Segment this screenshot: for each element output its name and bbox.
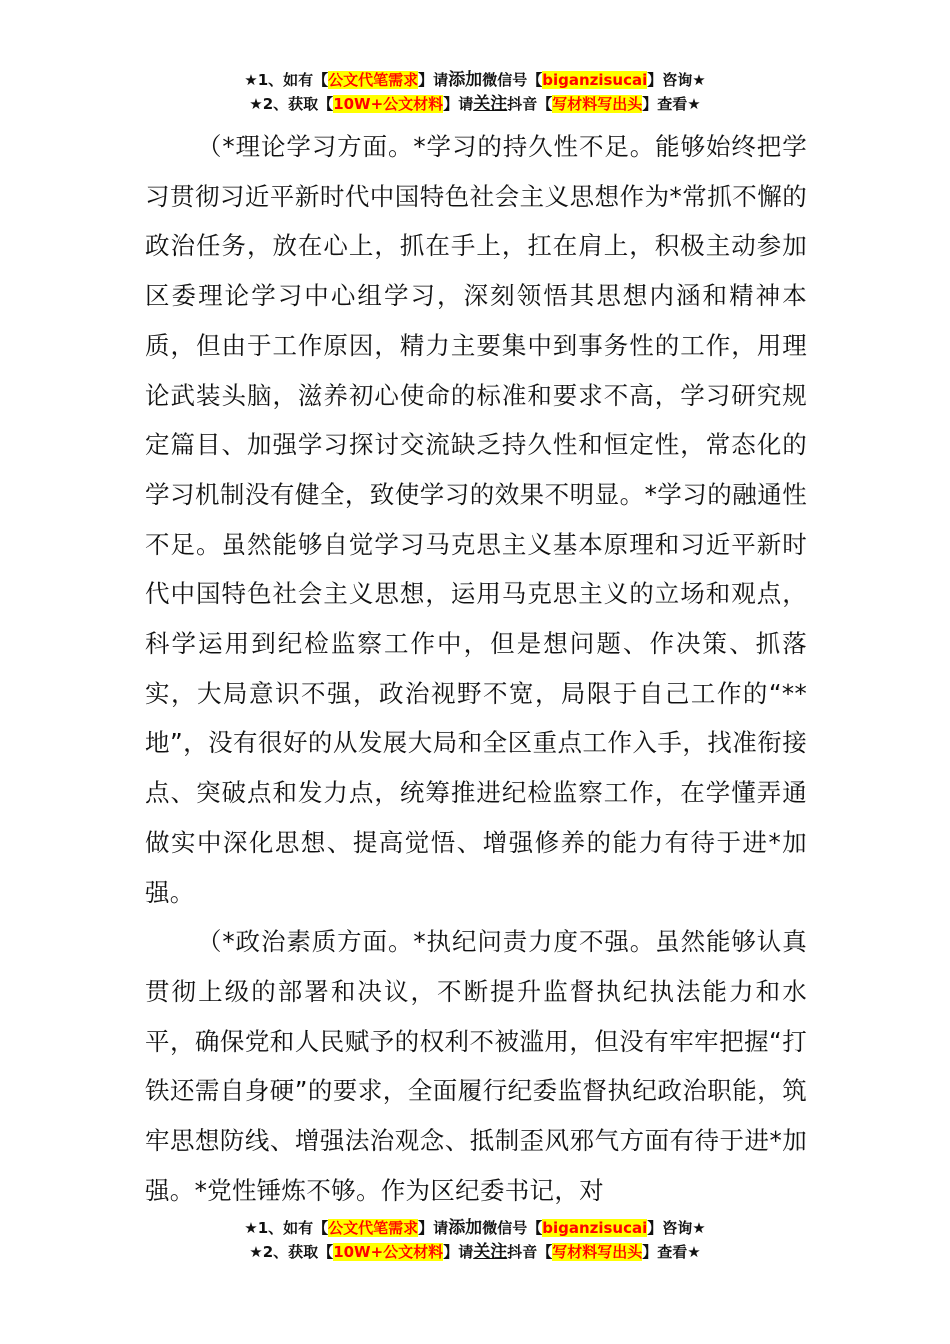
banner-text: 】请	[418, 71, 449, 89]
banner-text: 抖音【	[507, 95, 553, 113]
emphasis-text: 添加	[448, 1218, 483, 1238]
document-body	[145, 122, 807, 1215]
paragraph-theory-study: （*理论学习方面。*学习的持久性不足。能够始终把学习贯彻习近平新时代中国特色社会主义思想作为*常抓不懈的政治任务，放在心上，抓在手上，扛在肩上，积极主动参加区委理论学习中心组学习，深刻领悟其思想内涵和精神本质，但由于工作原因，精力主要集中到事务性的工作，用理论武装头脑，滋养初心使命的标准和要求不高，学习研究规定篇目、加强学习探讨交流缺乏持久性和恒定性，常态化的学习机制没有健全，致使学习的效果不明显。*学习的融通性不足。虽然能够自觉学习马克思主义基本原理和习近平新时代中国特色社会主义思想，运用马克思主义的立场和观点，科学运用到纪检监察工作中，但是想问题、作决策、抓落实，大局意识不强，政治视野不宽，局限于自己工作的“**地”，没有很好的从发展大局和全区重点工作入手，找准衔接点、突破点和发力点，统筹推进纪检监察工作，在学懂弄通做实中深化思想、提高觉悟、增强修养的能力有待于进*加强。	[145, 132, 807, 907]
highlight-text: 公文代笔需求	[328, 71, 419, 89]
banner-text: 】请	[443, 1243, 474, 1261]
emphasis-text: 关注	[473, 94, 508, 114]
highlight-text: 公文代笔需求	[328, 1219, 419, 1237]
wechat-id: biganzisucai	[542, 71, 648, 89]
banner-text: ★1、如有【	[244, 1219, 329, 1237]
emphasis-text: 关注	[473, 1242, 508, 1262]
paragraph-political-quality: （*政治素质方面。*执纪问责力度不强。虽然能够认真贯彻上级的部署和决议，不断提升监督执纪执法能力和水平，确保党和人民赋予的权利不被滥用，但没有牢牢把握“打铁还需自身硬”的要求，全面履行纪委监督执纪政治职能，筑牢思想防线、增强法治观念、抵制歪风邪气方面有待于进*加强。*党性锤炼不够。作为区纪委书记，对	[145, 927, 807, 1205]
banner-line-2	[0, 1240, 950, 1264]
top-banner	[0, 68, 950, 116]
banner-text: 微信号【	[482, 1219, 543, 1237]
banner-text: 】请	[418, 1219, 449, 1237]
banner-text: 】查看★	[642, 95, 701, 113]
wechat-id: biganzisucai	[542, 1219, 648, 1237]
banner-line-1	[0, 68, 950, 92]
douyin-account: 写材料写出头	[552, 95, 643, 113]
banner-text: 】咨询★	[647, 1219, 706, 1237]
highlight-text: 10W+公文材料	[333, 1243, 444, 1261]
banner-text: 】咨询★	[647, 71, 706, 89]
banner-text: 】请	[443, 95, 474, 113]
banner-text: 微信号【	[482, 71, 543, 89]
banner-text: 】查看★	[642, 1243, 701, 1261]
banner-text: ★2、获取【	[249, 95, 334, 113]
banner-text: 抖音【	[507, 1243, 553, 1261]
emphasis-text: 添加	[448, 70, 483, 90]
banner-line-2	[0, 92, 950, 116]
banner-text: ★2、获取【	[249, 1243, 334, 1261]
banner-line-1	[0, 1216, 950, 1240]
bottom-banner	[0, 1216, 950, 1264]
douyin-account: 写材料写出头	[552, 1243, 643, 1261]
banner-text: ★1、如有【	[244, 71, 329, 89]
highlight-text: 10W+公文材料	[333, 95, 444, 113]
